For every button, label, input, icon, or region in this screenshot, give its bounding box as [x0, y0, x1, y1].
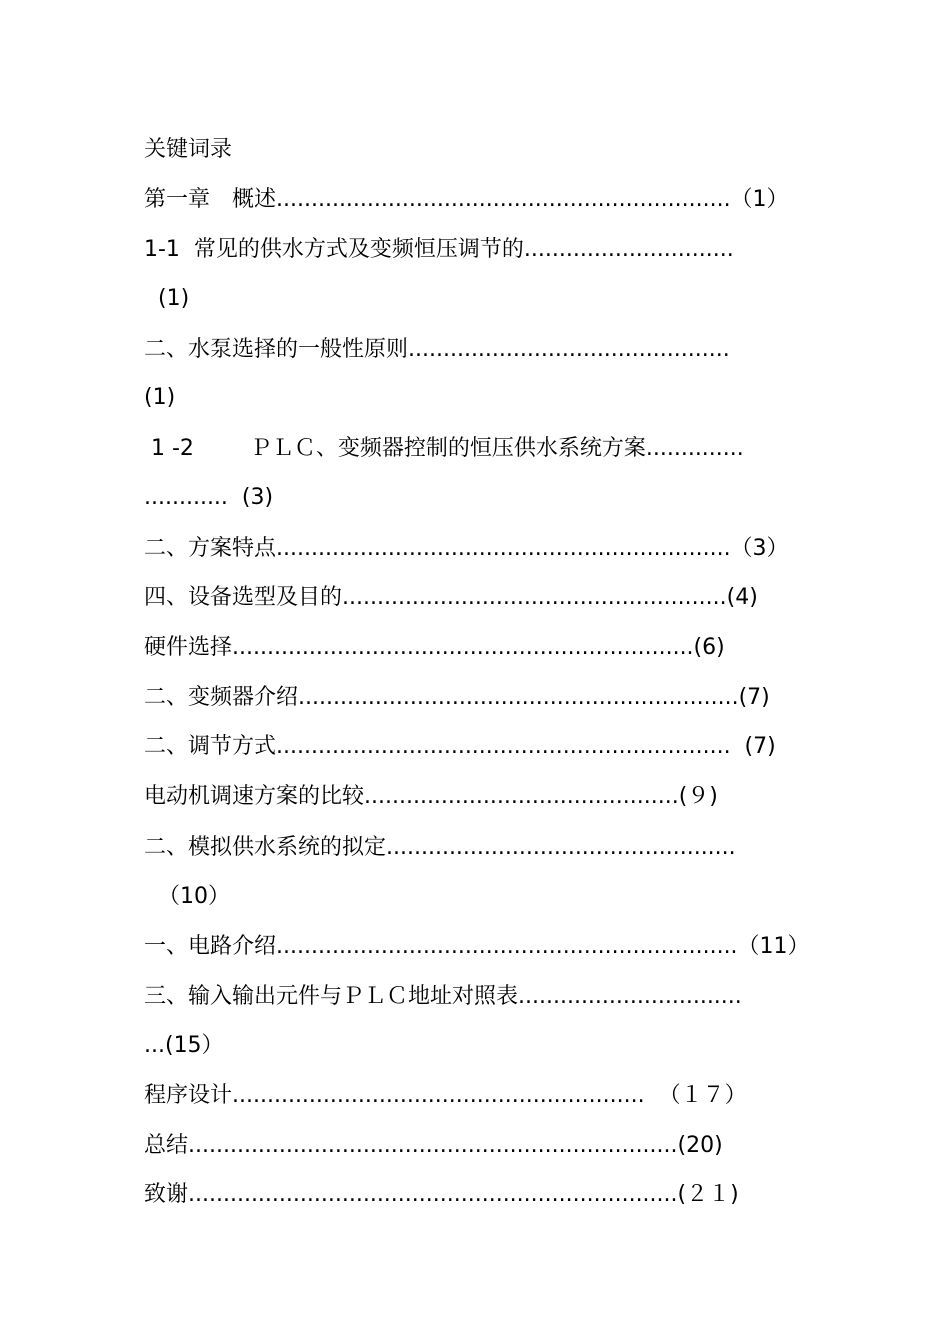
toc-line: 程序设计........................................................... （１７）	[144, 1083, 747, 1108]
toc-line: 二、模拟供水系统的拟定..................................................	[144, 835, 736, 860]
toc-line: 二、调节方式................................................................. (7)	[144, 734, 776, 759]
toc-line: 总结......................................................................(20)	[144, 1133, 723, 1158]
toc-line: 电动机调速方案的比较.............................................(９)	[144, 784, 718, 809]
toc-line: 二、水泵选择的一般性原则..............................................	[144, 337, 730, 362]
toc-line: 二、方案特点.................................................................（3）	[144, 536, 789, 561]
toc-line-continuation: (1)	[144, 385, 176, 410]
toc-line: 四、设备选型及目的.......................................................(4)	[144, 585, 758, 610]
toc-line: 第一章 概述.................................................................（1）	[144, 187, 789, 212]
toc-line: 致谢......................................................................(２１)	[144, 1182, 739, 1207]
toc-line: 三、输入输出元件与ＰＬＣ地址对照表................................	[144, 984, 742, 1009]
toc-line: 二、变频器介绍...............................................................(7)	[144, 685, 770, 710]
toc-line-continuation: (1)	[144, 286, 190, 311]
toc-heading: 关键词录	[144, 137, 233, 162]
toc-line-continuation: ............ (3)	[144, 485, 274, 510]
toc-line: 一、电路介绍..................................................................（11）	[144, 934, 810, 959]
toc-line: 1 -2 ＰＬＣ、变频器控制的恒压供水系统方案..............	[144, 436, 744, 461]
toc-line-continuation: ...(15）	[144, 1033, 224, 1058]
toc-line: 1-1 常见的供水方式及变频恒压调节的..............................	[144, 237, 734, 262]
toc-line: 硬件选择..................................................................(6)	[144, 635, 725, 660]
toc-line-continuation: （10）	[144, 884, 230, 909]
